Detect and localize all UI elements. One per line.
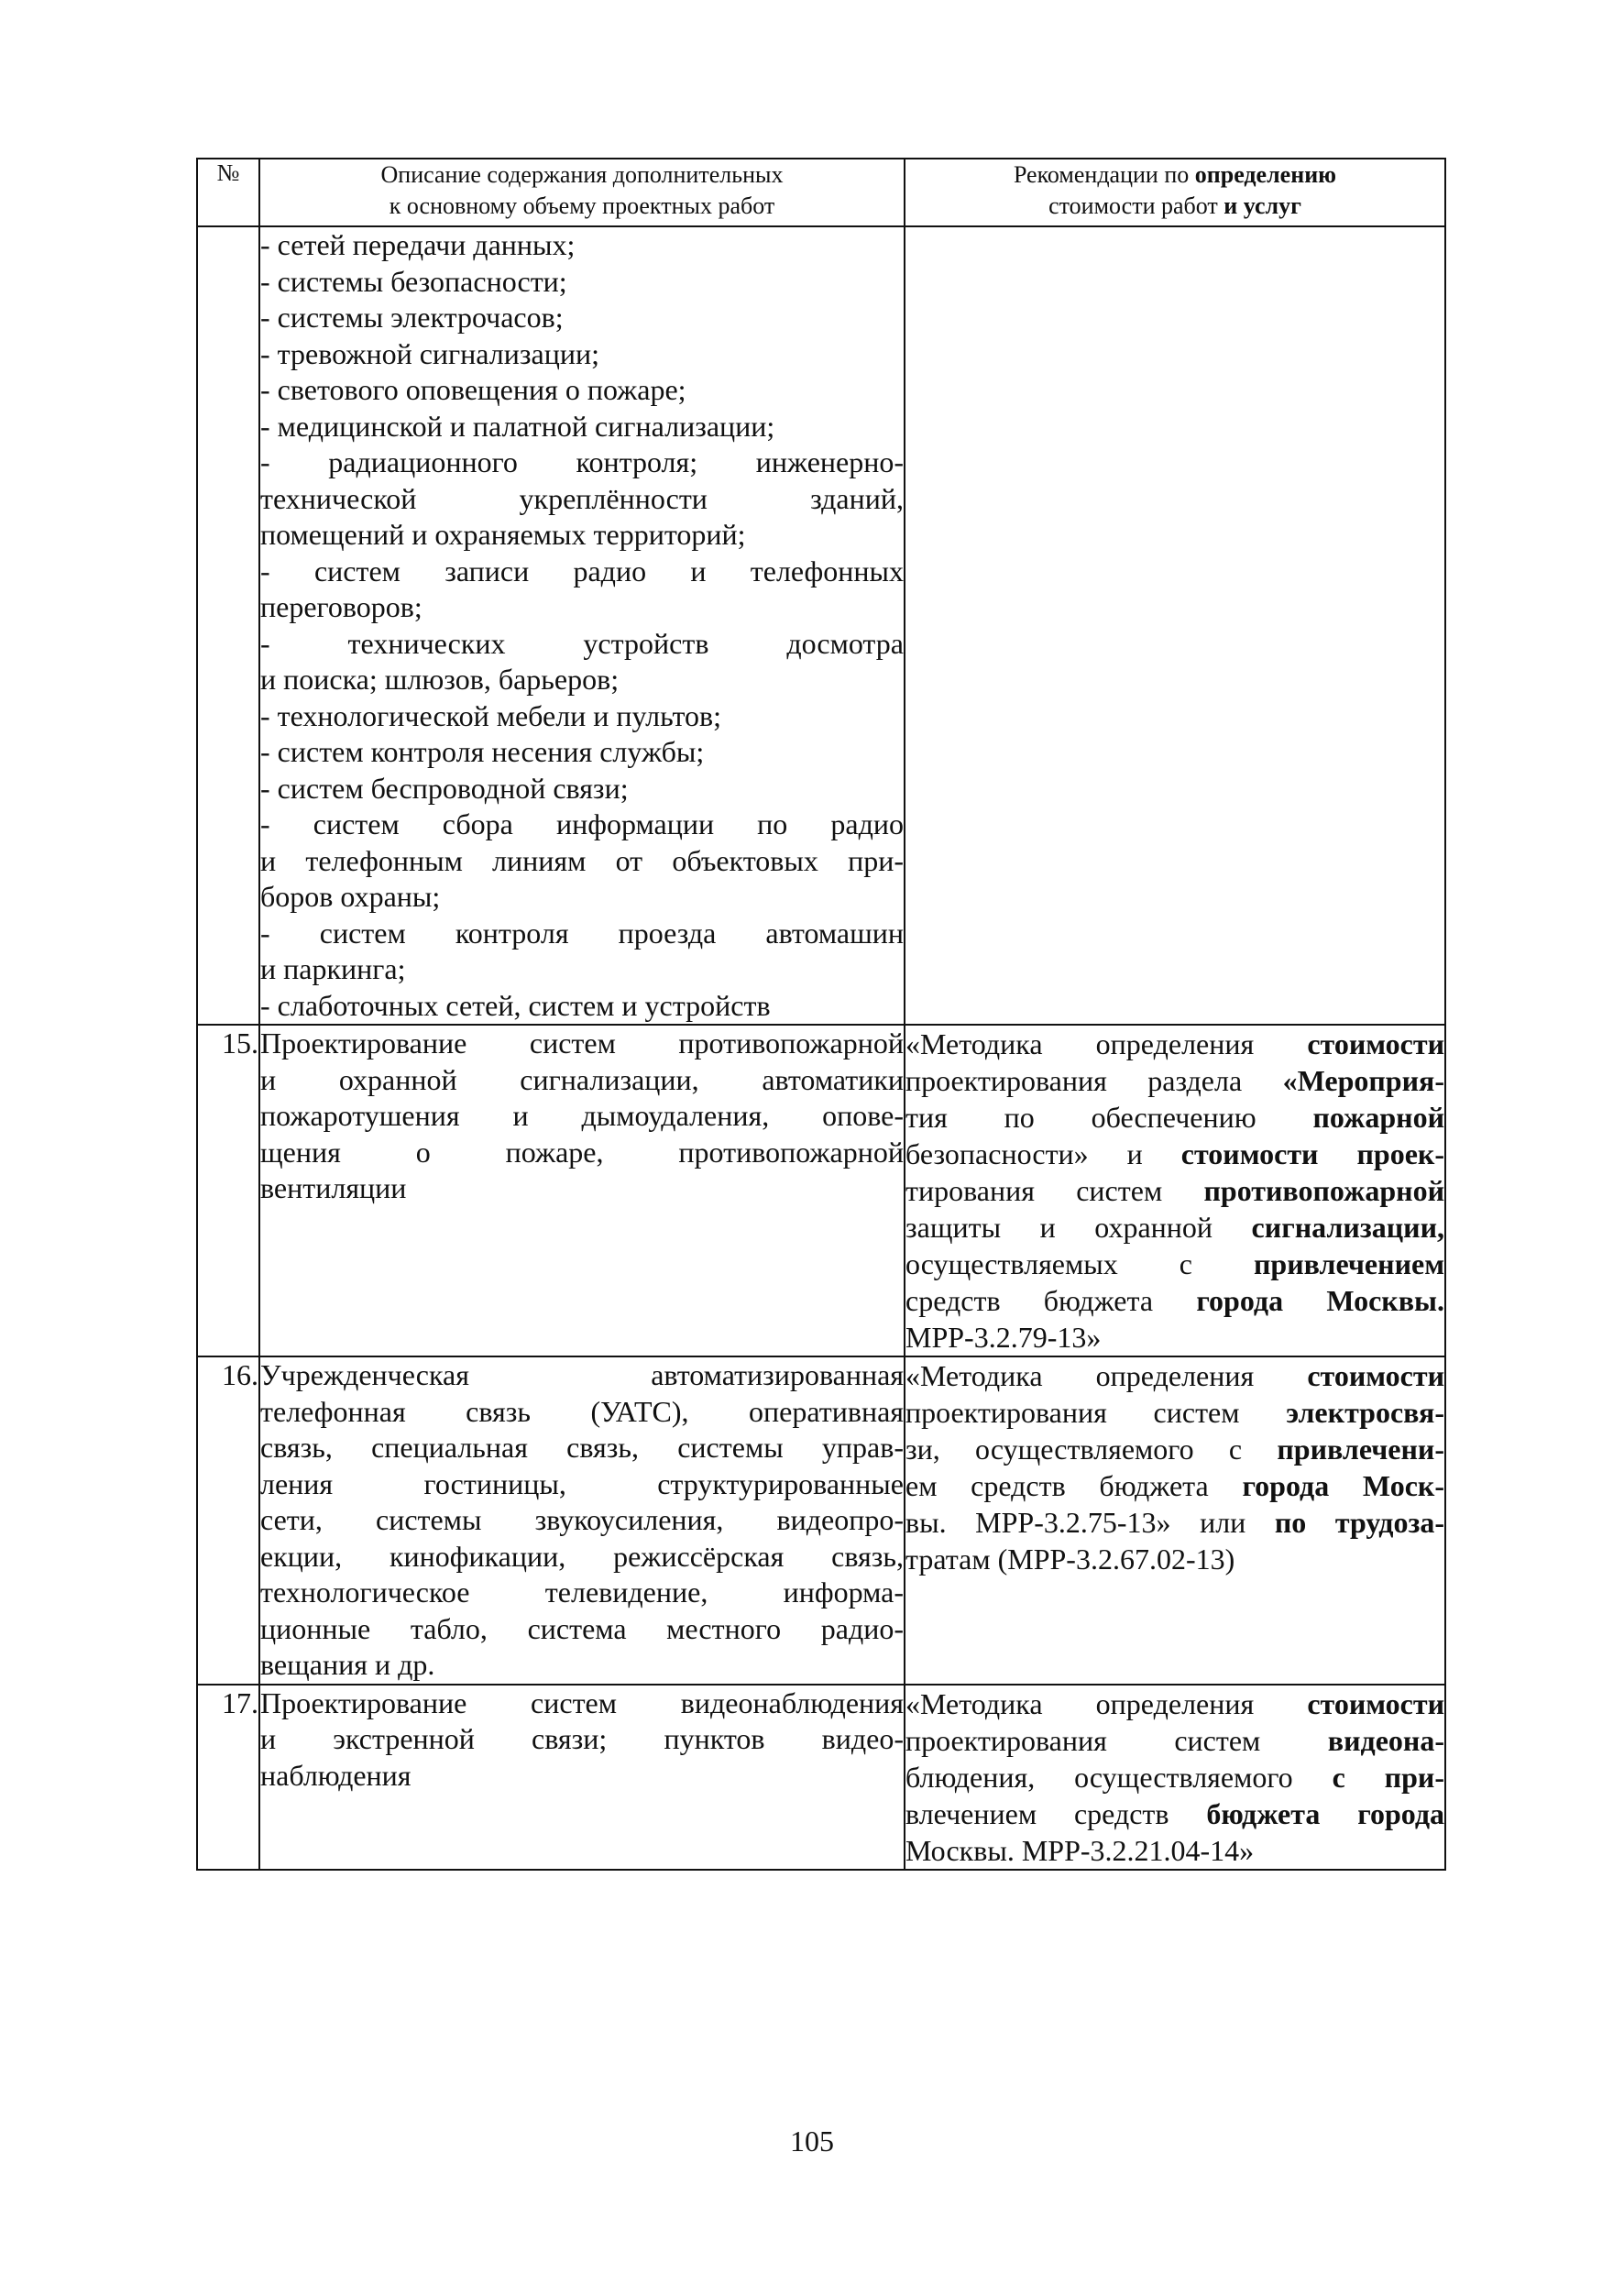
- header-description: [259, 159, 905, 226]
- recommendation-text: тия по обеспечению: [905, 1101, 1313, 1134]
- description-line: связь, специальная связь, системы управ-: [260, 1431, 904, 1464]
- description-line: - систем записи радио и телефонных: [260, 554, 904, 587]
- recommendation-cell: [905, 1025, 1445, 1356]
- description-line: и поиска; шлюзов, барьеров;: [260, 663, 620, 696]
- page-number: 105: [790, 2125, 834, 2158]
- recommendation-line: [905, 1246, 1444, 1282]
- recommendation-text: защиты и охранной: [905, 1211, 1252, 1244]
- description-line: и экстренной связи; пунктов видео-: [260, 1722, 904, 1755]
- description-line: боров охраны;: [260, 880, 441, 913]
- recommendation-bold-text: «Мероприя-: [1282, 1064, 1444, 1097]
- description-line: - радиационного контроля; инженерно-: [260, 445, 904, 478]
- row-number: 17.: [197, 1685, 259, 1870]
- description-line: - технологической мебели и пультов;: [260, 698, 722, 732]
- table-header-row: [197, 159, 1445, 226]
- recommendation-line: [905, 1026, 1444, 1062]
- description-cell: [259, 1685, 905, 1870]
- table-row: [197, 1685, 1445, 1870]
- recommendation-bold-text: привлечени-: [1277, 1433, 1444, 1466]
- table-row-continuation: [197, 226, 1445, 1025]
- description-line: телефонная связь (УАТС), оперативная: [260, 1394, 904, 1428]
- description-line: - системы электрочасов;: [260, 301, 564, 334]
- description-line: технической укреплённости зданий,: [260, 481, 904, 515]
- recommendation-text: зи, осуществляемого с: [905, 1433, 1278, 1466]
- recommendation-line: [905, 1282, 1444, 1319]
- description-line: Проектирование систем видеонаблюдения: [260, 1686, 904, 1719]
- recommendation-text: средств бюджета: [905, 1284, 1197, 1317]
- recommendation-line: [905, 1209, 1444, 1246]
- table-row: [197, 1356, 1445, 1685]
- description-line: вентиляции: [260, 1171, 407, 1204]
- recommendation-line: [905, 1759, 1444, 1795]
- recommendation-bold-text: по трудоза-: [1274, 1506, 1445, 1539]
- recommendation-text: тирования систем: [905, 1174, 1204, 1207]
- row-number: 15.: [197, 1025, 259, 1356]
- row-number-cell: [197, 226, 259, 1025]
- recommendation-bold-text: пожарной: [1312, 1101, 1444, 1134]
- header-rec-text: определению: [1194, 161, 1337, 188]
- recommendation-line: [905, 1319, 1444, 1356]
- description-line: Проектирование систем противопожарной: [260, 1027, 904, 1060]
- recommendation-text: проектирования систем: [905, 1396, 1287, 1429]
- recommendation-bold-text: города Москвы.: [1196, 1284, 1445, 1317]
- description-line: и паркинга;: [260, 952, 406, 985]
- recommendation-text: «Методика определения: [905, 1359, 1308, 1392]
- recommendation-line: [905, 1795, 1444, 1832]
- description-line: вещания и др.: [260, 1648, 435, 1681]
- recommendation-line: [905, 1431, 1444, 1467]
- recommendation-cell: [905, 1685, 1445, 1870]
- description-line: екции, кинофикации, режиссёрская связь,: [260, 1539, 904, 1573]
- recommendation-cell: [905, 1356, 1445, 1685]
- recommendation-text: «Методика определения: [905, 1686, 1308, 1720]
- header-recommendations-line: [905, 191, 1444, 222]
- recommendation-text: проектирования систем: [905, 1723, 1328, 1757]
- description-line: ления гостиницы, структурированные: [260, 1466, 904, 1500]
- recommendations-table: [196, 158, 1446, 1871]
- recommendation-bold-text: с при-: [1332, 1760, 1444, 1794]
- recommendation-text: осуществляемых с: [905, 1247, 1254, 1280]
- recommendation-bold-text: города Моск-: [1242, 1469, 1445, 1502]
- recommendation-bold-text: бюджета города: [1206, 1796, 1444, 1830]
- description-cell: [259, 1356, 905, 1685]
- description-cell: [259, 226, 905, 1025]
- recommendation-line: [905, 1136, 1444, 1172]
- recommendation-bold-text: противопожарной: [1203, 1174, 1444, 1207]
- header-rec-text: и услуг: [1223, 192, 1301, 219]
- recommendation-text: влечением средств: [905, 1796, 1207, 1830]
- recommendation-line: [905, 1062, 1444, 1099]
- description-cell: [259, 1025, 905, 1356]
- recommendation-bold-text: привлечением: [1253, 1247, 1444, 1280]
- description-line: - светового оповещения о пожаре;: [260, 373, 686, 406]
- description-line: помещений и охраняемых территорий;: [260, 518, 746, 551]
- recommendation-line: [905, 1832, 1444, 1869]
- recommendation-line: [905, 1686, 1444, 1722]
- recommendation-line: [905, 1099, 1444, 1136]
- recommendation-bold-text: стоимости: [1307, 1686, 1444, 1720]
- description-line: и телефонным линиям от объектовых при-: [260, 843, 904, 877]
- recommendation-text: блюдения, осуществляемого: [905, 1760, 1333, 1794]
- description-line: - систем беспроводной связи;: [260, 771, 629, 805]
- description-line: технологическое телевидение, информа-: [260, 1576, 904, 1609]
- recommendation-text: МРР-3.2.79-13»: [905, 1321, 1102, 1354]
- recommendation-line: [905, 1541, 1444, 1577]
- description-line: - тревожной сигнализации;: [260, 336, 599, 370]
- header-recommendations-line: [905, 159, 1444, 191]
- recommendation-bold-text: электросвя-: [1286, 1396, 1444, 1429]
- recommendation-text: проектирования раздела: [905, 1064, 1283, 1097]
- recommendation-bold-text: стоимости проек-: [1180, 1137, 1444, 1170]
- recommendation-bold-text: стоимости: [1307, 1359, 1444, 1392]
- description-line: - технических устройств досмотра: [260, 626, 904, 660]
- description-line: пожаротушения и дымоудаления, опове-: [260, 1099, 904, 1132]
- description-line: переговоров;: [260, 590, 422, 623]
- recommendation-line: [905, 1504, 1444, 1541]
- recommendation-bold-text: стоимости: [1307, 1027, 1444, 1060]
- recommendation-bold-text: сигнализации,: [1251, 1211, 1444, 1244]
- description-line: щения о пожаре, противопожарной: [260, 1135, 904, 1169]
- header-number: №: [197, 159, 259, 226]
- recommendation-text: Москвы. МРР-3.2.21.04-14»: [905, 1833, 1255, 1867]
- header-rec-text: стоимости работ: [1048, 192, 1224, 219]
- description-line: сети, системы звукоусиления, видеопро-: [260, 1503, 904, 1536]
- recommendation-cell: [905, 226, 1445, 1025]
- recommendation-bold-text: видеона-: [1327, 1723, 1444, 1757]
- description-line: Учрежденческая автоматизированная: [260, 1358, 904, 1391]
- table-row: [197, 1025, 1445, 1356]
- header-recommendations: [905, 159, 1445, 226]
- description-line: - систем сбора информации по радио: [260, 807, 904, 840]
- description-line: - систем контроля несения службы;: [260, 735, 705, 768]
- description-line: - системы безопасности;: [260, 264, 567, 298]
- recommendation-line: [905, 1357, 1444, 1394]
- recommendation-line: [905, 1467, 1444, 1504]
- header-rec-text: Рекомендации по: [1013, 161, 1195, 188]
- description-line: - медицинской и палатной сигнализации;: [260, 409, 775, 443]
- recommendation-text: безопасности» и: [905, 1137, 1181, 1170]
- recommendation-text: вы. МРР-3.2.75-13» или: [905, 1506, 1275, 1539]
- recommendation-line: [905, 1722, 1444, 1759]
- description-line: наблюдения: [260, 1758, 411, 1792]
- recommendation-text: тратам (МРР-3.2.67.02-13): [905, 1543, 1235, 1576]
- description-line: ционные табло, система местного радио-: [260, 1611, 904, 1645]
- recommendation-line: [905, 1394, 1444, 1431]
- row-number: 16.: [197, 1356, 259, 1685]
- description-line: - слаботочных сетей, систем и устройств: [260, 988, 771, 1022]
- recommendation-text: ем средств бюджета: [905, 1469, 1243, 1502]
- header-description-line: к основному объему проектных работ: [389, 192, 775, 219]
- recommendation-text: «Методика определения: [905, 1027, 1308, 1060]
- description-line: - сетей передачи данных;: [260, 228, 576, 261]
- description-line: - систем контроля проезда автомашин: [260, 916, 904, 950]
- description-line: и охранной сигнализации, автоматики: [260, 1062, 904, 1096]
- header-description-line: Описание содержания дополнительных: [380, 161, 784, 188]
- recommendation-line: [905, 1172, 1444, 1209]
